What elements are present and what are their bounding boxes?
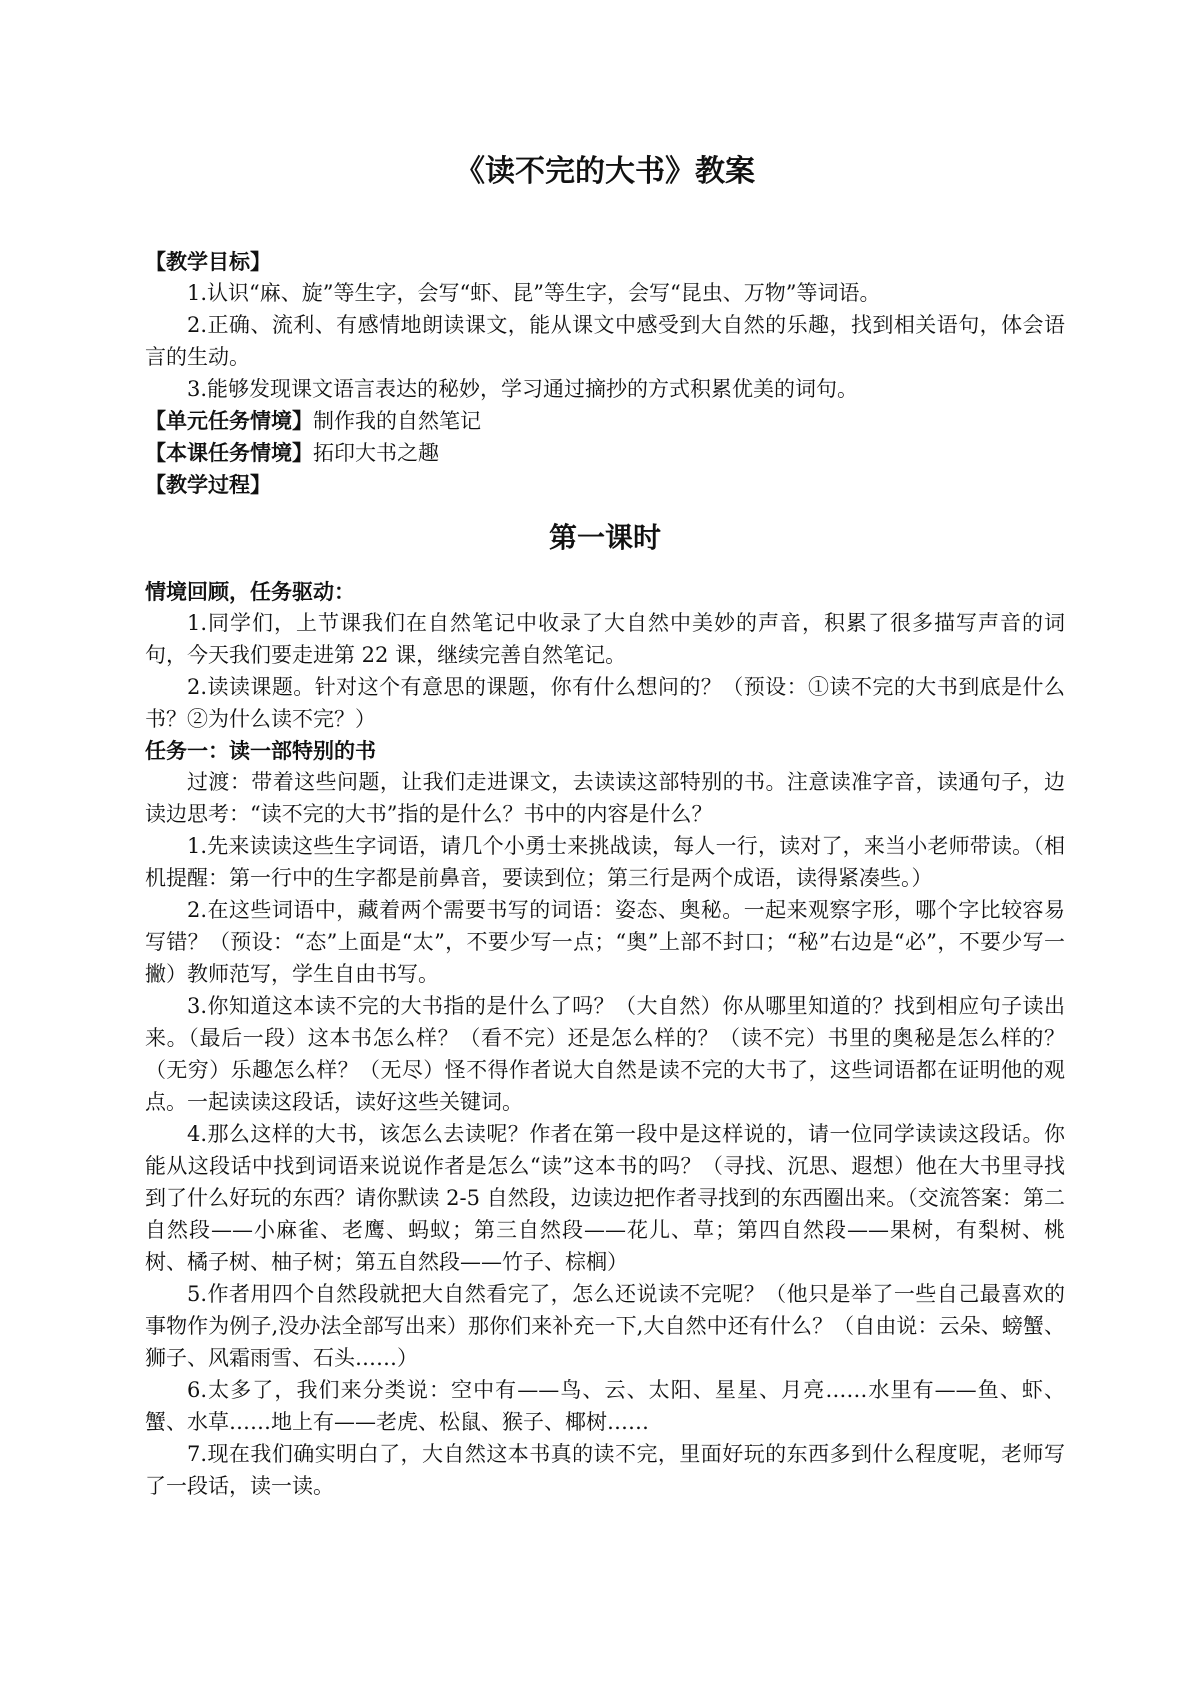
objective-item: 3.能够发现课文语言表达的秘妙，学习通过摘抄的方式积累优美的词句。 (187, 377, 859, 401)
objectives-heading: 【教学目标】 (145, 249, 271, 274)
process-heading: 【教学过程】 (145, 472, 271, 497)
task1-item: 3.你知道这本读不完的大书指的是什么了吗？（大自然）你从哪里知道的？找到相应句子读出来。（最后一段）这本书怎么样？（看不完）还是怎么样的？（读不完）书里的奥秘是怎么样的？（无穷）乐趣怎么样？（无尽）怪不得作者说大自然是读不完的大书了，这些词语都在证明他的观点。一起读读这段话，读好这些关键词。 (145, 994, 1065, 1114)
lesson-task-value: 拓印大书之趣 (313, 441, 439, 465)
review-heading: 情境回顾，任务驱动： (145, 579, 355, 604)
unit-task-label: 【单元任务情境】 (145, 408, 313, 433)
task1-item: 1.先来读读这些生字词语，请几个小勇士来挑战读，每人一行，读对了，来当小老师带读。（相机提醒：第一行中的生字都是前鼻音，要读到位；第三行是两个成语，读得紧凑些。） (145, 834, 1065, 890)
task1-item: 过渡：带着这些问题，让我们走进课文，去读读这部特别的书。注意读准字音，读通句子，边读边思考：“读不完的大书”指的是什么？书中的内容是什么？ (145, 770, 1065, 826)
task1-heading: 任务一：读一部特别的书 (145, 738, 376, 763)
task1-item: 7.现在我们确实明白了，大自然这本书真的读不完，里面好玩的东西多到什么程度呢，老师写了一段话，读一读。 (145, 1442, 1065, 1498)
review-item: 1.同学们，上节课我们在自然笔记中收录了大自然中美妙的声音，积累了很多描写声音的词句，今天我们要走进第 22 课，继续完善自然笔记。 (145, 611, 1065, 667)
period-title: 第一课时 (548, 521, 661, 554)
objective-item: 2.正确、流利、有感情地朗读课文，能从课文中感受到大自然的乐趣，找到相关语句，体会语言的生动。 (145, 313, 1065, 369)
task1-item: 5.作者用四个自然段就把大自然看完了，怎么还说读不完呢？（他只是举了一些自己最喜欢的事物作为例子,没办法全部写出来）那你们来补充一下,大自然中还有什么？（自由说：云朵、螃蟹、狮子、风霜雨雪、石头……） (145, 1282, 1065, 1370)
review-item: 2.读读课题。针对这个有意思的课题，你有什么想问的？（预设：①读不完的大书到底是什么书？②为什么读不完？） (145, 675, 1065, 731)
objective-item: 1.认识“麻、旋”等生字，会写“虾、昆”等生字，会写“昆虫、万物”等词语。 (187, 281, 881, 305)
lesson-task-label: 【本课任务情境】 (145, 440, 313, 465)
unit-task-line (145, 405, 1065, 437)
lesson-task-line (145, 437, 1065, 469)
task1-item: 4.那么这样的大书，该怎么去读呢？作者在第一段中是这样说的，请一位同学读读这段话。你能从这段话中找到词语来说说作者是怎么“读”这本书的吗？（寻找、沉思、遐想）他在大书里寻找到了什么好玩的东西？请你默读 2-5 自然段，边读边把作者寻找到的东西圈出来。（交流答案：第二自然段——小麻雀、老鹰、蚂蚁；第三自然段——花儿、草；第四自然段——果树，有梨树、桃树、橘子树、柚子树；第五自然段——竹子、棕榈） (145, 1122, 1065, 1274)
task1-item: 6.太多了，我们来分类说：空中有——鸟、云、太阳、星星、月亮……水里有——鱼、虾、蟹、水草……地上有——老虎、松鼠、猴子、椰树…… (145, 1378, 1065, 1434)
unit-task-value: 制作我的自然笔记 (313, 409, 481, 433)
document-body (145, 150, 1065, 1502)
document-title: 《读不完的大书》教案 (455, 154, 755, 189)
task1-item: 2.在这些词语中，藏着两个需要书写的词语：姿态、奥秘。一起来观察字形，哪个字比较容易写错？（预设：“态”上面是“太”，不要少写一点；“奥”上部不封口；“秘”右边是“必”，不要少写一撇）教师范写，学生自由书写。 (145, 898, 1065, 986)
